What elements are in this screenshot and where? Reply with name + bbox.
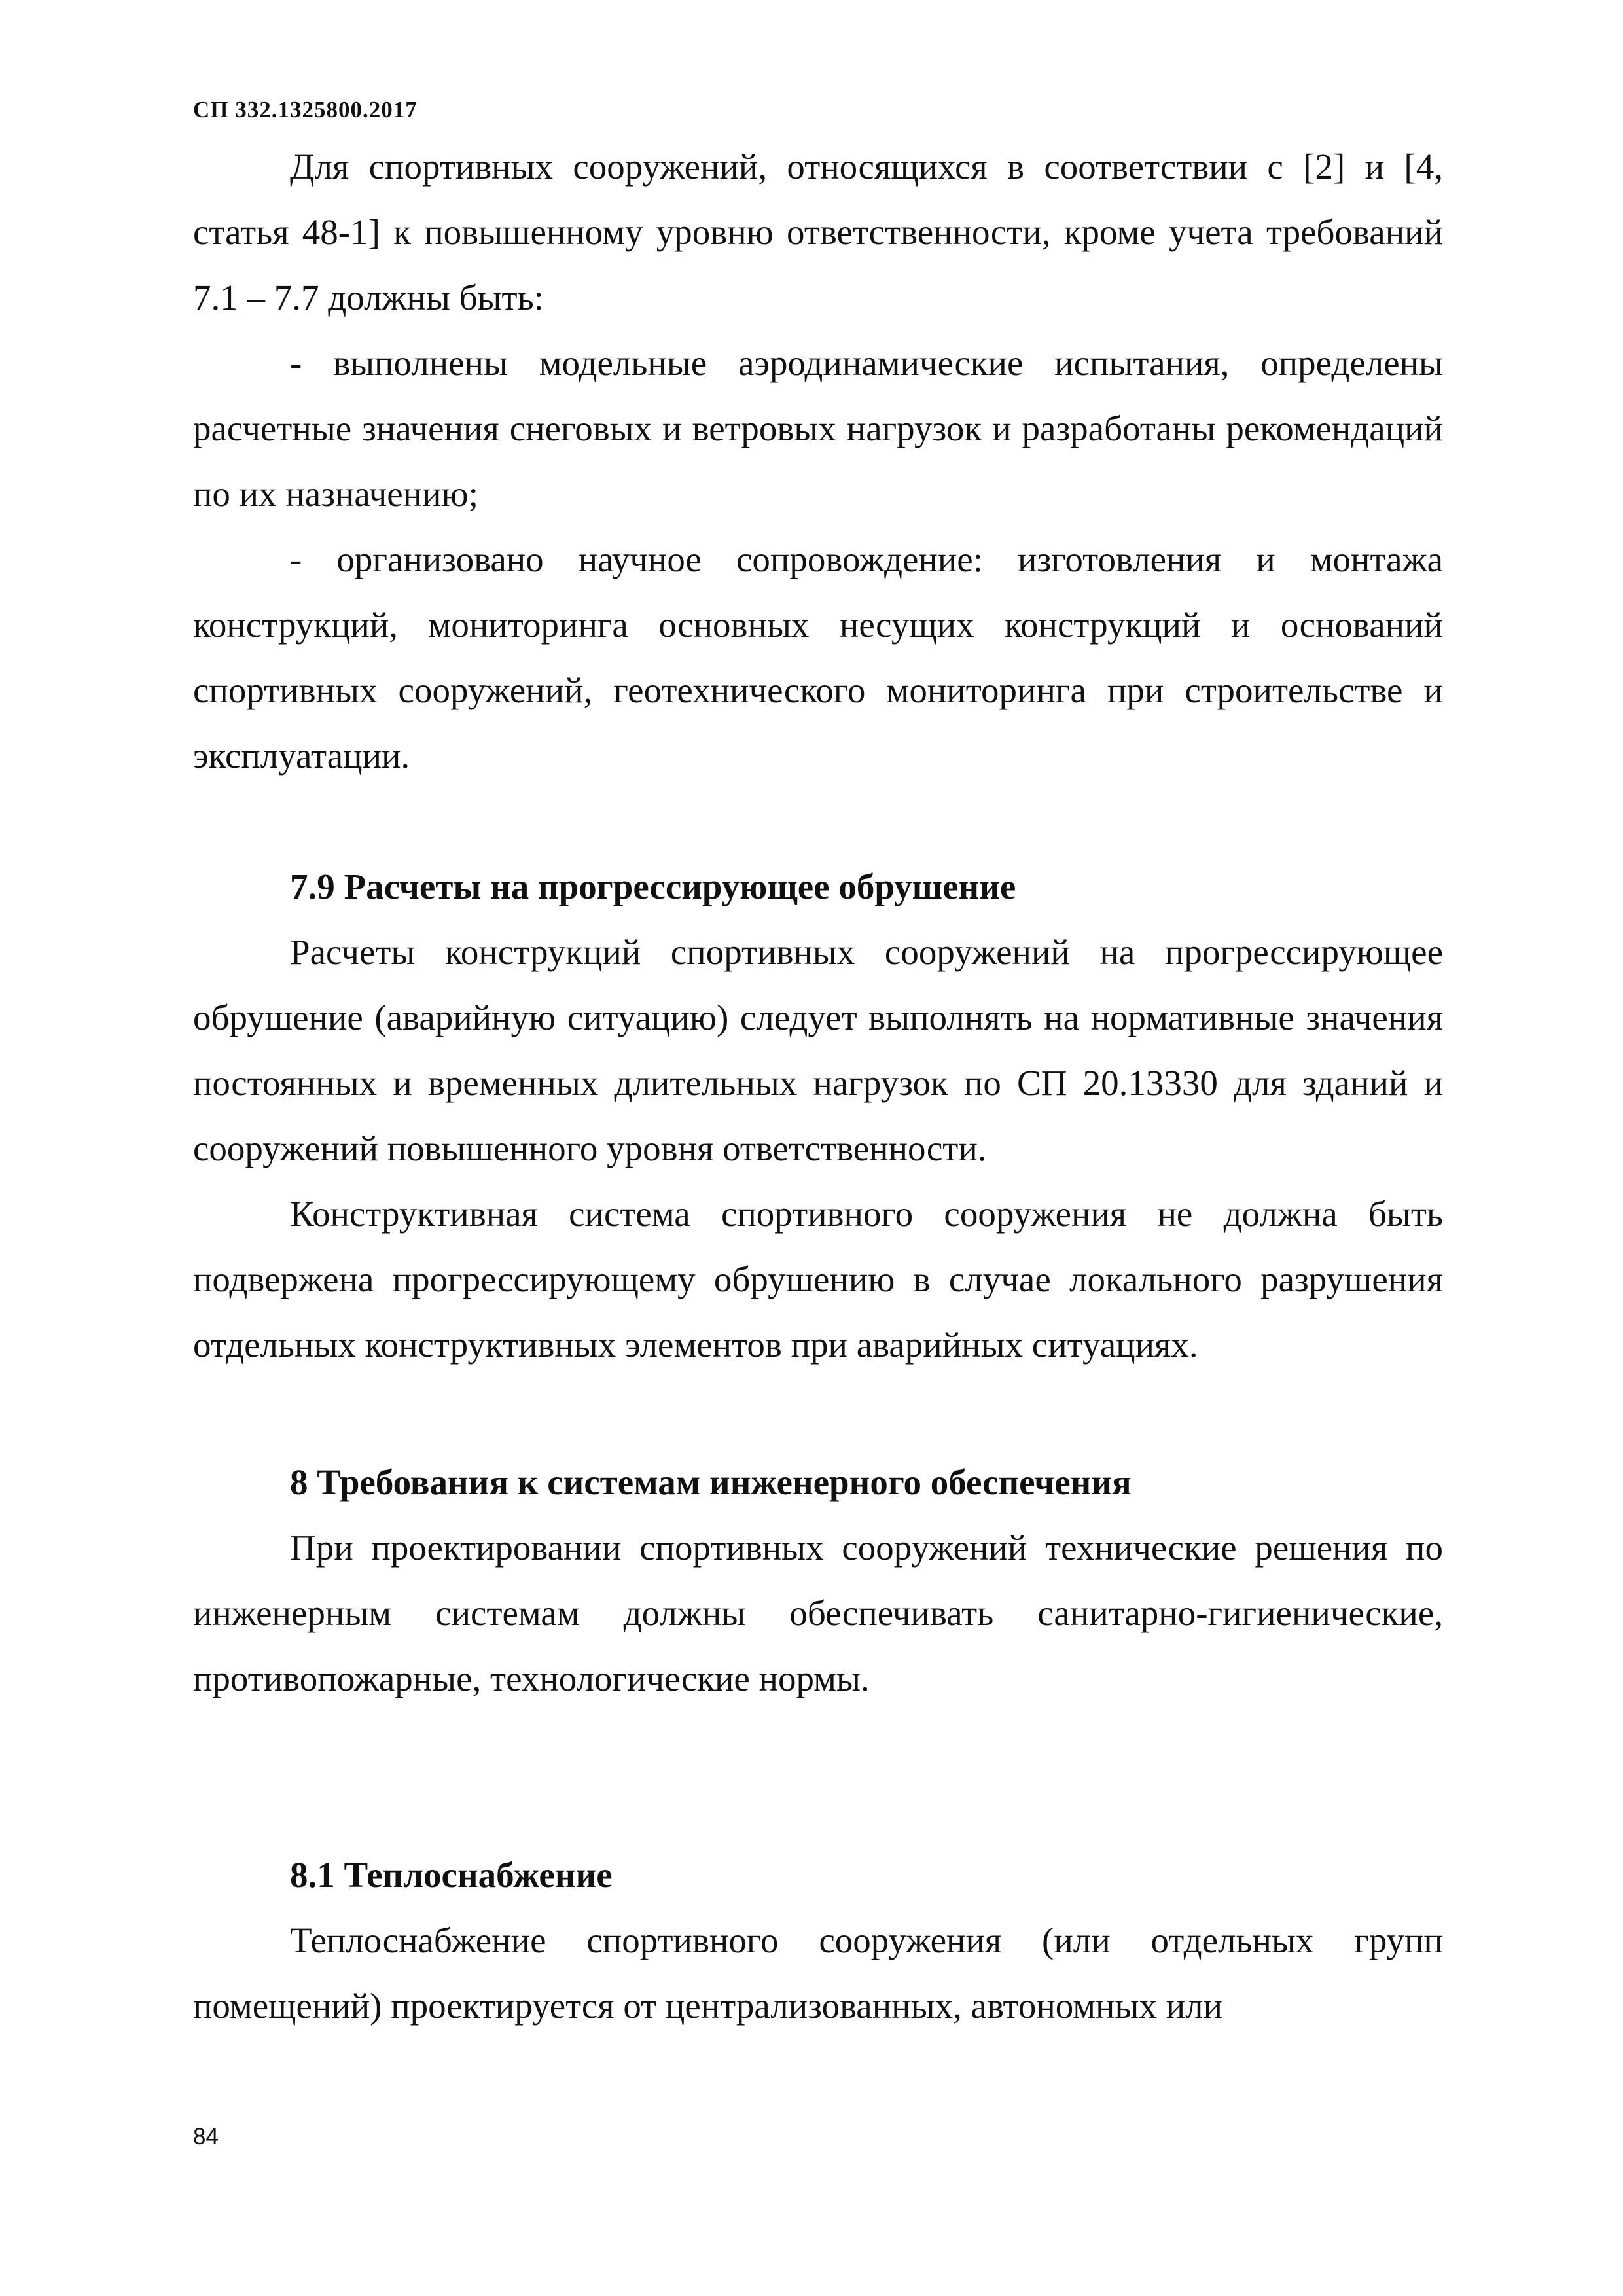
document-code: СП 332.1325800.2017 [193, 97, 418, 122]
section-spacer [193, 1712, 1443, 1842]
section-spacer [193, 789, 1443, 854]
section-8-title: 8 Требования к системам инженерного обеспечения [290, 1462, 1132, 1502]
page-content [193, 134, 1443, 2039]
section-7-8-item-2: - организовано научное сопровождение: изготовления и монтажа конструкций, мониторинга основных несущих конструкций и оснований спортивных сооружений, геотехнического мониторинга при строительстве и эксплуатации. [193, 539, 1443, 776]
section-7-8-intro: Для спортивных сооружений, относящихся в соответствии с [2] и [4, статья 48-1] к повышенному уровню ответственности, кроме учета требований 7.1 – 7.7 должны быть: [193, 147, 1443, 317]
section-8-para-1: При проектировании спортивных сооружений технические решения по инженерным системам должны обеспечивать санитарно-гигиенические, противопожарные, технологические нормы. [193, 1528, 1443, 1698]
section-7-9-para-1: Расчеты конструкций спортивных сооружений на прогрессирующее обрушение (аварийную ситуацию) следует выполнять на нормативные значения постоянных и временных длительных нагрузок по СП 20.13330 для зданий и сооружений повышенного уровня ответственности. [193, 932, 1443, 1168]
section-7-9-title: 7.9 Расчеты на прогрессирующее обрушение [290, 867, 1016, 906]
page-number: 84 [193, 2124, 219, 2149]
section-8-1-para-1: Теплоснабжение спортивного сооружения (или отдельных групп помещений) проектируется от централизованных, автономных или [193, 1920, 1443, 2026]
section-7-9-para-2: Конструктивная система спортивного сооружения не должна быть подвержена прогрессирующему обрушению в случае локального разрушения отдельных конструктивных элементов при аварийных ситуациях. [193, 1194, 1443, 1365]
section-7-8-item-1: - выполнены модельные аэродинамические испытания, определены расчетные значения снеговых и ветровых нагрузок и разработаны рекомендаций по их назначению; [193, 343, 1443, 514]
section-spacer [193, 1378, 1443, 1450]
section-8-1-title: 8.1 Теплоснабжение [290, 1855, 613, 1895]
